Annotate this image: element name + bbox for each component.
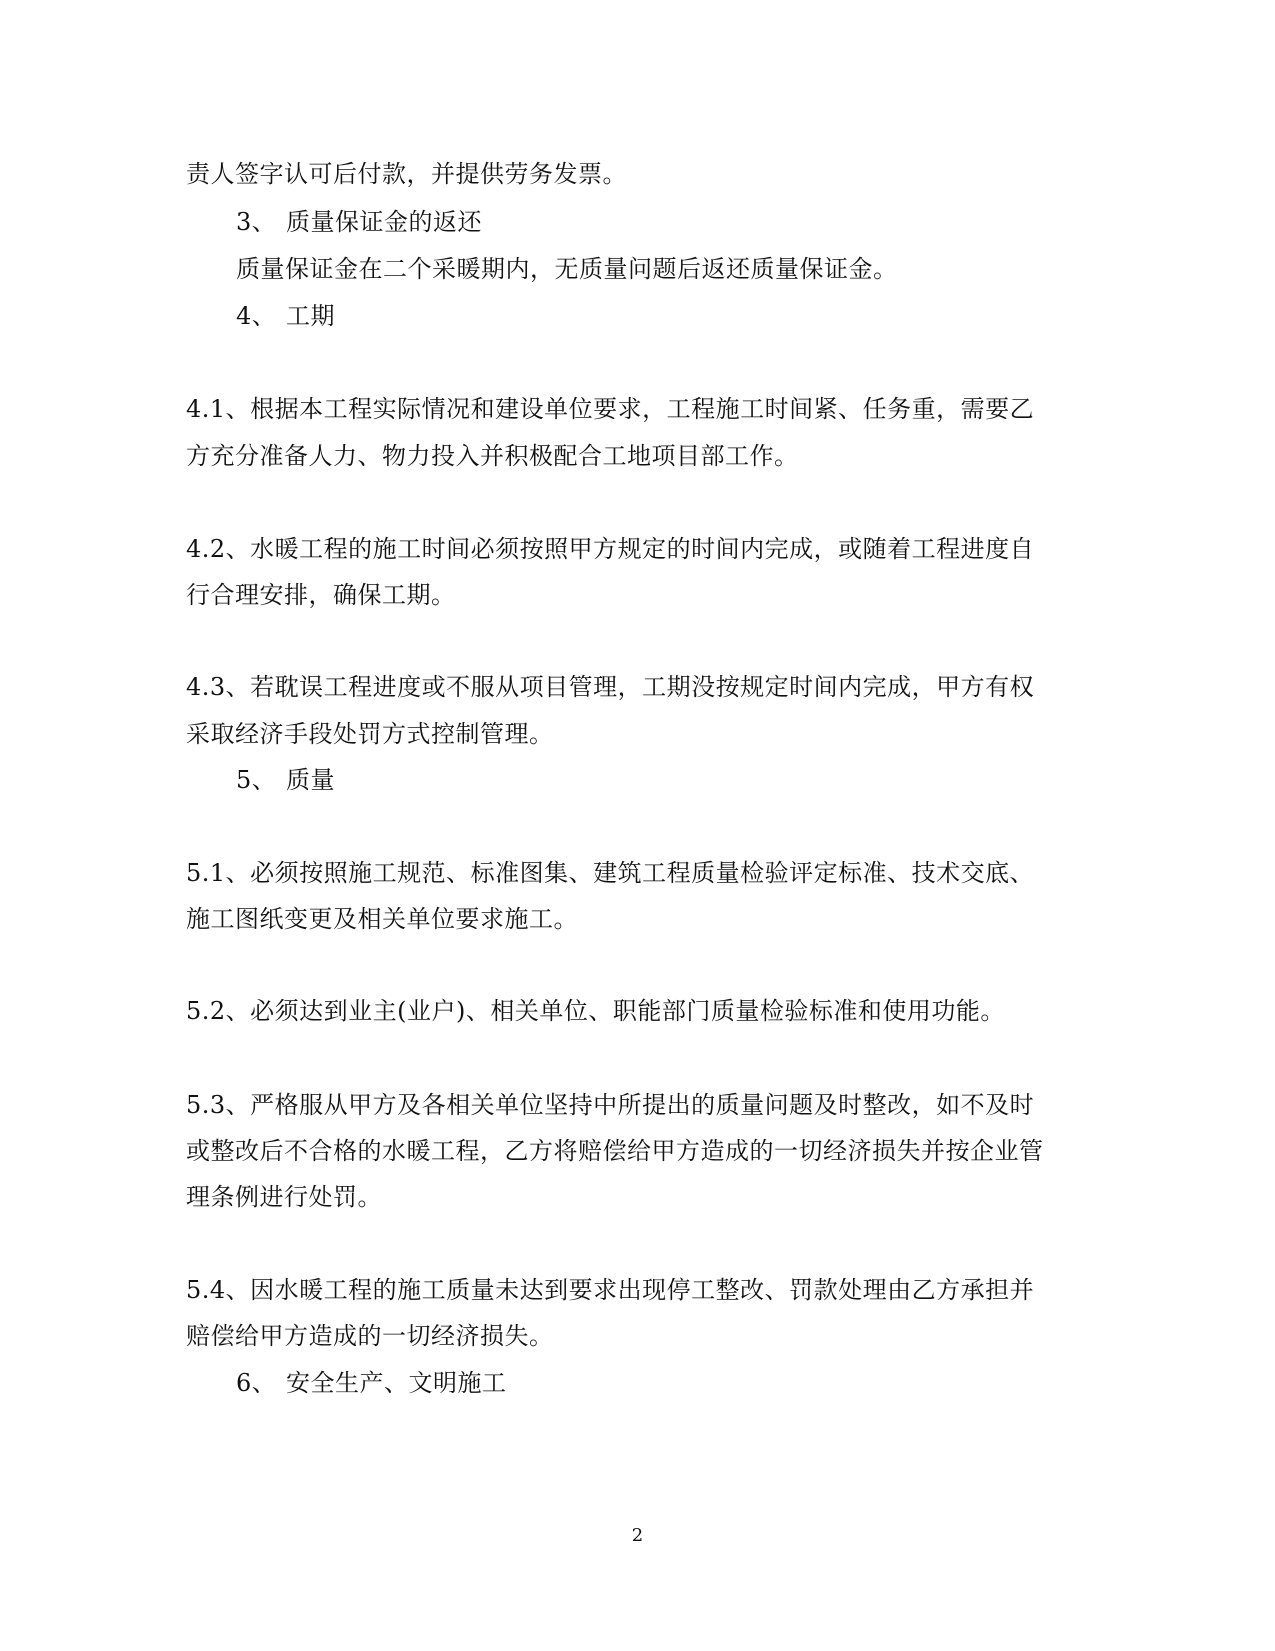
- page-number: 2: [631, 1525, 644, 1546]
- paragraph-line: 5.2、必须达到业主(业户)、相关单位、职能部门质量检验标准和使用功能。: [186, 997, 1005, 1025]
- paragraph-line: 4.1、根据本工程实际情况和建设单位要求，工程施工时间紧、任务重，需要乙: [186, 395, 1035, 423]
- paragraph-line: 赔偿给甲方造成的一切经济损失。: [186, 1322, 554, 1350]
- section-title: 质量: [286, 766, 335, 794]
- paragraph-line: 5.4、因水暖工程的施工质量未达到要求出现停工整改、罚款处理由乙方承担并: [186, 1276, 1035, 1304]
- section-title: 安全生产、文明施工: [286, 1369, 507, 1397]
- paragraph-line: 4.2、水暖工程的施工时间必须按照甲方规定的时间内完成，或随着工程进度自: [186, 535, 1035, 563]
- paragraph-line: 采取经济手段处罚方式控制管理。: [186, 720, 554, 748]
- section-heading-3: [236, 206, 482, 238]
- paragraph-line: 理条例进行处罚。: [186, 1183, 382, 1211]
- paragraph-line: 行合理安排，确保工期。: [186, 581, 456, 609]
- paragraph-line: 5.3、严格服从甲方及各相关单位坚持中所提出的质量问题及时整改，如不及时: [186, 1091, 1035, 1119]
- section-title: 质量保证金的返还: [286, 208, 482, 236]
- paragraph-line: 4.3、若耽误工程进度或不服从项目管理，工期没按规定时间内完成，甲方有权: [186, 673, 1035, 701]
- section-number: 5、: [236, 766, 277, 794]
- paragraph-line: 责人签字认可后付款，并提供劳务发票。: [186, 160, 627, 188]
- section-title: 工期: [286, 302, 335, 330]
- section-number: 6、: [236, 1369, 277, 1397]
- section-heading-6: [236, 1367, 507, 1399]
- section-heading-5: [236, 764, 335, 796]
- paragraph-line: 或整改后不合格的水暖工程，乙方将赔偿给甲方造成的一切经济损失并按企业管: [186, 1137, 1044, 1165]
- paragraph-line: 5.1、必须按照施工规范、标准图集、建筑工程质量检验评定标准、技术交底、: [186, 859, 1035, 887]
- section-number: 4、: [236, 302, 277, 330]
- paragraph-line: 方充分准备人力、物力投入并积极配合工地项目部工作。: [186, 442, 799, 470]
- section-heading-4: [236, 300, 335, 332]
- section-number: 3、: [236, 208, 277, 236]
- paragraph-line: 施工图纸变更及相关单位要求施工。: [186, 905, 578, 933]
- paragraph-line: 质量保证金在二个采暖期内，无质量问题后返还质量保证金。: [236, 255, 898, 283]
